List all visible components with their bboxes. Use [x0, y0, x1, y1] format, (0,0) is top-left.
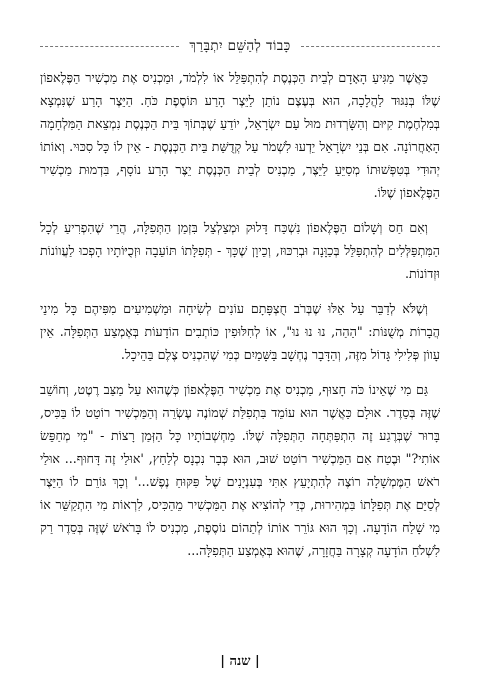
page-number-label: שנה — [229, 654, 251, 669]
paragraph: גַּם מִי שֶׁאֵינוֹ כֹּה חָצוּף, מַכְנִיס אֶת מַכְשִׁיר הַפֶּלֶאפוֹן כְּשֶׁהוּא עַל מַצַּב רֶטֶט, וְחוֹשֵׁב שֶׁזֶּה בְּסֵדֶר. אוּלָם כַּאֲשֶׁר הוּא עוֹמֵד בִּתְפִלַּת שְׁמוֹנֶה עֶשְׂרֵה וְהַמַּכְשִׁיר רוֹטֵט לוֹ בַּכִּיס, בָּרוּר שֶׁבְּרֶגַע זֶה הִתְפַּתְּחָה הַתְּפִלָּה שֶׁלּוֹ. מַחְשְׁבוֹתָיו כָּל הַזְּמַן רָצוֹת - "מִי מְחַפֵּשׂ אוֹתִי?" וּבֶטַח אִם הַמַּכְשִׁיר רוֹטֵט שׁוּב, הוּא כְּבָר נִכְנָס לְלַחַץ, 'אוּלַי זֶה דָּחוּף... אוּלַי רֹאשׁ הַמֶּמְשָׁלָה רוֹצֶה לְהִתְיָעֵץ אִתִּי בְּעִנְיָנִים שֶׁל פִּקּוּחַ נֶפֶשׁ...' וְכָךְ גּוֹרֵם לוֹ הַיֵּצֶר לְסַיֵּם אֶת תְּפִלָּתוֹ בִּמְהִירוּת, כְּדֵי לְהוֹצִיא אֶת הַמַּכְשִׁיר מֵהַכִּיס, לִרְאוֹת מִי הִתְקַשֵּׁר אוֹ מִי שָׁלַח הוֹדָעָה. וְכָךְ הוּא גּוֹרֵר אוֹתוֹ לְתַהוֹם נוֹסֶפֶת, מַכְנִיס לוֹ בָּרֹאשׁ שֶׁזֶּה בְּסֵדֶר רַק לִשְׁלֹחַ הוֹדָעָה קְצָרָה בַּחֲזָרָה, שֶׁהוּא בְּאֶמְצַע הַתְּפִלָּה... — [40, 382, 440, 558]
paragraph: וְאִם חַס וְשָׁלוֹם הַפֶּלֶאפוֹן נִשְׁכַּח דָּלוּק וּמְצַלְצֵל בִּזְמַן הַתְּפִלָּה, הֲרֵי שֶׁהִפְרִיעַ לְכָל הַמִּתְפַּלְּלִים לְהִתְפַּלֵּל בְּכַוָּנָה וּבְרִכּוּז, וְכֵיוָן שֶׁכָּךְ - תְּפִלָּתוֹ תּוֹעֵבָה וּזְכֻיּוֹתָיו הָפְכוּ לַעֲווֹנוֹת וּזְדוֹנוֹת. — [40, 220, 440, 281]
paragraph: כַּאֲשֶׁר מַגִּיעַ הָאָדָם לְבֵית הַכְּנֶסֶת לְהִתְפַּלֵּל אוֹ לִלְמֹד, וּמַכְנִיס אֶת מַכְשִׁיר הַפֶּלֶאפוֹן שֶׁלּוֹ בְּנִגּוּד לַהֲלָכָה, הוּא בְּעֶצֶם נוֹתֵן לַיֵּצֶר הָרַע תּוֹסֶפֶת כֹּחַ. הַיֵּצֶר הָרַע שֶׁנִּמְצָא בְּמִלְחֶמֶת קִיּוּם וְהִשָּׂרְדוּת מוּל עַם יִשְׂרָאֵל, יוֹדֵעַ שֶׁבְּתוֹךְ בֵּית הַכְּנֶסֶת נִמְצֵאת הַמִּלְחָמָה הָאַחֲרוֹנָה. אִם בְּנֵי יִשְׂרָאֵל יֵדְעוּ לִשְׁמֹר עַל קְדֻשַּׁת בֵּית הַכְּנֶסֶת - אֵין לוֹ כָּל סִכּוּי. וְאוֹתוֹ יְהוּדִי בְּטִפְּשׁוּתוֹ מְסַיֵּעַ לַיֵּצֶר, מַכְנִיס לְבֵית הַכְּנֶסֶת יֵצֶר הָרַע נוֹסָף, בִּדְמוּת מַכְשִׁיר הַפֶּלֶאפוֹן שֶׁלּוֹ. — [40, 70, 440, 200]
body-text — [40, 66, 440, 562]
page-number-separator: | — [254, 654, 260, 669]
page-number-separator: | — [220, 654, 225, 669]
page-number — [0, 653, 480, 669]
header-rule-right — [301, 46, 440, 47]
header-rule-left — [40, 46, 179, 47]
running-header — [40, 30, 440, 62]
paragraph: וְשֶׁלֹּא לְדַבֵּר עַל אֵלּוּ שֶׁבְּרֹב חֻצְפָּתָם עוֹנִים לְשִׂיחָה וּמַשְׁמִיעִים מִפִּיהֶם כָּל מִינֵי הֲבָרוֹת מְשֻׁנּוֹת: "הַהַה, נוּ נוּ נוּ", אוֹ לְחִלּוּפִין כּוֹתְבִים הוֹדָעוֹת בְּאֶמְצַע הַתְּפִלָּה. אֵין עָווֹן פְּלִילִי גָּדוֹל מִזֶּה, וְהַדָּבָר נֶחְשָׁב בַּשָּׁמַיִם כְּמִי שֶׁהִכְנִיס צֶלֶם בַּהֵיכָל. — [40, 301, 440, 362]
header-title: כָּבוֹד לְהַשֵּׁם יִתְבָּרַךְ — [189, 38, 291, 54]
